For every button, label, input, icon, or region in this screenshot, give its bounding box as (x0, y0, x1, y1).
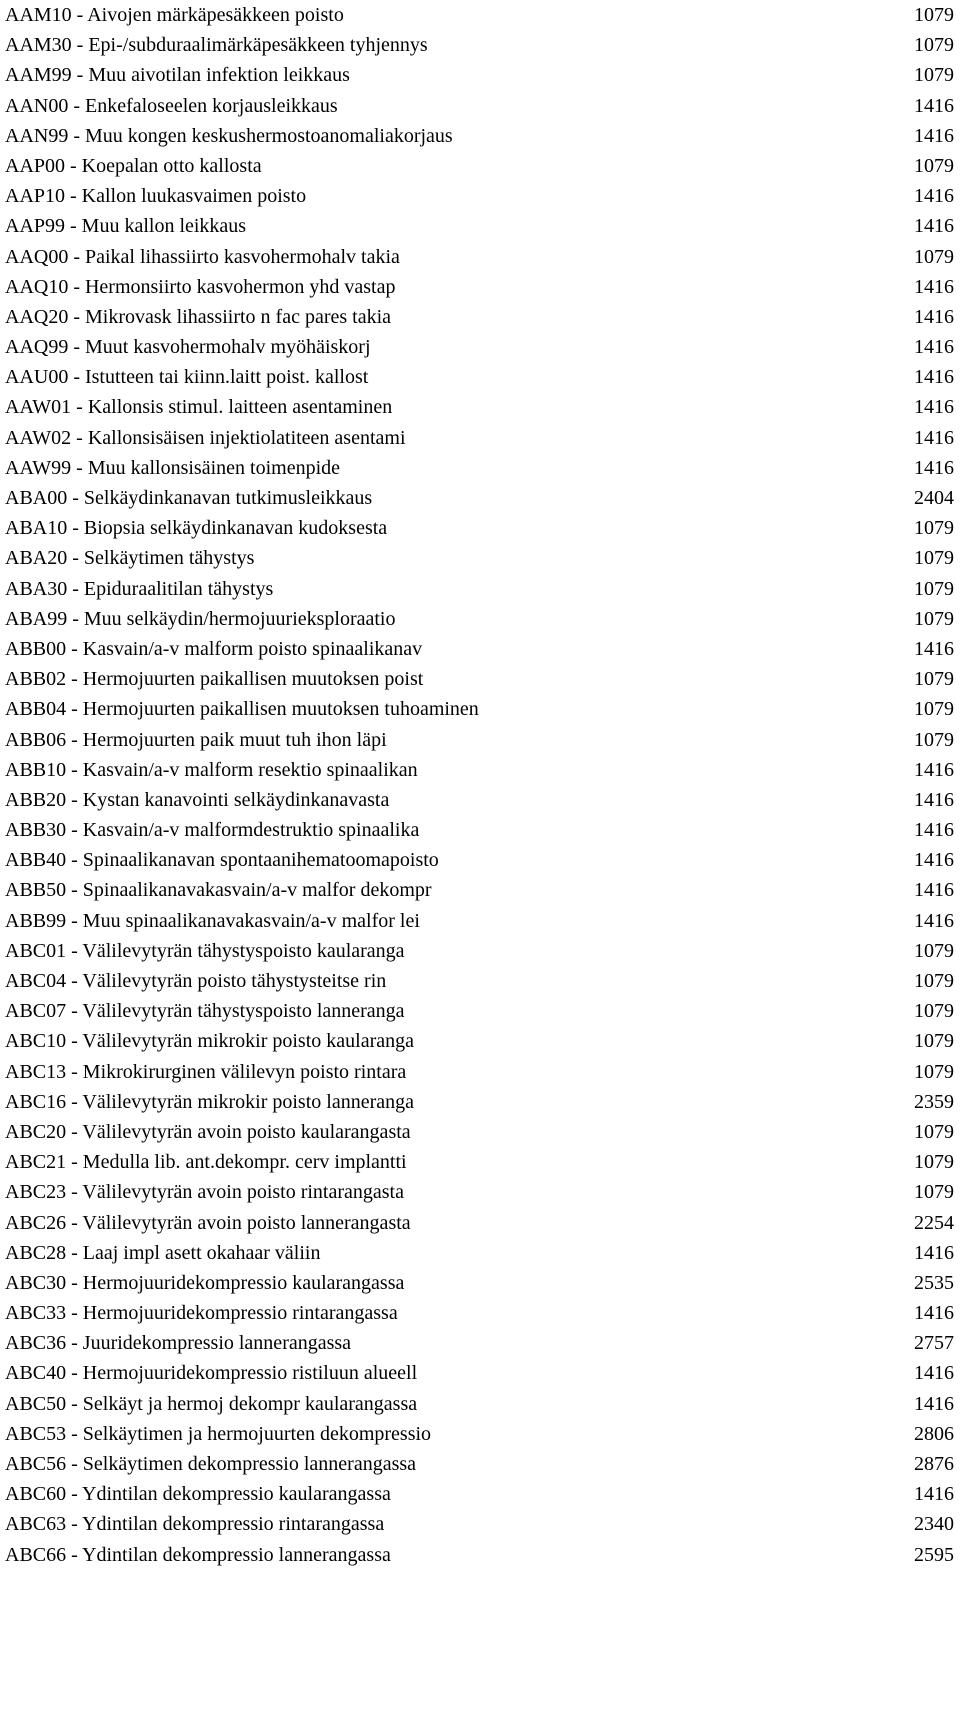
procedure-value: 1079 (914, 245, 954, 268)
list-item (0, 694, 960, 724)
list-item (0, 362, 960, 392)
procedure-description: AAM10 - Aivojen märkäpesäkkeen poisto (5, 4, 344, 26)
list-item (0, 574, 960, 604)
procedure-description: ABB02 - Hermojuurten paikallisen muutoksen poist (5, 668, 424, 691)
list-item (0, 785, 960, 815)
list-item (0, 906, 960, 936)
procedure-description: ABC63 - Ydintilan dekompressio rintarangassa (5, 1513, 385, 1536)
list-item (0, 423, 960, 453)
procedure-value: 1416 (914, 94, 954, 117)
procedure-value: 1079 (914, 728, 954, 751)
procedure-description: AAP99 - Muu kallon leikkaus (5, 215, 247, 238)
procedure-value: 1079 (914, 517, 954, 540)
procedure-value: 1079 (914, 1151, 954, 1174)
procedure-description: AAU00 - Istutteen tai kiinn.laitt poist. kallost (5, 366, 369, 389)
list-item (0, 91, 960, 121)
procedure-description: ABC30 - Hermojuuridekompressio kaularangassa (5, 1271, 405, 1294)
procedure-description: ABA30 - Epiduraalitilan tähystys (5, 577, 274, 600)
procedure-description: AAW01 - Kallonsis stimul. laitteen asentaminen (5, 396, 393, 419)
list-item (0, 1328, 960, 1358)
procedure-value: 1079 (914, 547, 954, 570)
list-item (0, 755, 960, 785)
procedure-description: ABB30 - Kasvain/a-v malformdestruktio spinaalika (5, 819, 420, 842)
list-item (0, 1057, 960, 1087)
procedure-value: 1416 (914, 1392, 954, 1415)
procedure-description: ABB00 - Kasvain/a-v malform poisto spinaalikanav (5, 637, 423, 660)
procedure-value: 1079 (914, 698, 954, 721)
list-item (0, 1419, 960, 1449)
list-item (0, 1449, 960, 1479)
procedure-value: 1416 (914, 366, 954, 389)
procedure-description: AAP00 - Koepalan otto kallosta (5, 154, 262, 177)
procedure-value: 1416 (914, 215, 954, 238)
procedure-value: 1079 (914, 34, 954, 57)
procedure-value: 1416 (914, 185, 954, 208)
list-item (0, 60, 960, 90)
procedure-value: 1416 (914, 124, 954, 147)
procedure-value: 2595 (914, 1543, 954, 1566)
procedure-value: 1079 (914, 939, 954, 962)
procedure-value: 2254 (914, 1211, 954, 1234)
list-item (0, 604, 960, 634)
procedure-value: 1079 (914, 1030, 954, 1053)
list-item (0, 725, 960, 755)
list-item (0, 1358, 960, 1388)
list-item (0, 1389, 960, 1419)
list-item (0, 634, 960, 664)
procedure-value: 1079 (914, 607, 954, 630)
list-item (0, 453, 960, 483)
list-item (0, 151, 960, 181)
procedure-value: 1416 (914, 396, 954, 419)
procedure-description: ABA00 - Selkäydinkanavan tutkimusleikkaus (5, 487, 373, 509)
procedure-value: 1416 (914, 637, 954, 660)
procedure-value: 1079 (914, 64, 954, 87)
list-item (0, 513, 960, 543)
procedure-value: 1416 (914, 1302, 954, 1325)
procedure-value: 1416 (914, 1241, 954, 1264)
procedure-description: ABA20 - Selkäytimen tähystys (5, 547, 255, 570)
procedure-value: 1416 (914, 758, 954, 781)
procedure-value: 1416 (914, 819, 954, 842)
list-item (0, 1540, 960, 1570)
procedure-description: AAN99 - Muu kongen keskushermostoanomaliakorjaus (5, 124, 453, 147)
procedure-value: 2404 (914, 487, 954, 509)
procedure-description: ABC16 - Välilevytyrän mikrokir poisto lanneranga (5, 1090, 414, 1113)
procedure-value: 1416 (914, 336, 954, 359)
procedure-description: ABC53 - Selkäytimen ja hermojuurten dekompressio (5, 1422, 432, 1445)
procedure-value: 2806 (914, 1422, 954, 1445)
list-item (0, 1177, 960, 1207)
procedure-description: AAQ10 - Hermonsiirto kasvohermon yhd vastap (5, 275, 396, 298)
procedure-description: AAM99 - Muu aivotilan infektion leikkaus (5, 64, 350, 87)
list-item (0, 1509, 960, 1539)
procedure-description: ABB04 - Hermojuurten paikallisen muutoksen tuhoaminen (5, 698, 479, 721)
procedure-value: 1416 (914, 305, 954, 328)
procedure-description: AAW99 - Muu kallonsisäinen toimenpide (5, 456, 341, 479)
procedure-value: 1079 (914, 1060, 954, 1083)
procedure-description: AAM30 - Epi-/subduraalimärkäpesäkkeen tyhjennys (5, 34, 428, 57)
list-item (0, 272, 960, 302)
procedure-value: 2340 (914, 1513, 954, 1536)
procedure-description: AAN00 - Enkefaloseelen korjausleikkaus (5, 94, 338, 117)
procedure-value: 2876 (914, 1453, 954, 1475)
procedure-description: ABC04 - Välilevytyrän poisto tähystysteitse rin (5, 970, 387, 992)
procedure-value: 1079 (914, 154, 954, 177)
procedure-value: 1079 (914, 4, 954, 26)
procedure-value: 2757 (914, 1332, 954, 1355)
procedure-description: ABC28 - Laaj impl asett okahaar väliin (5, 1241, 321, 1264)
procedure-description: ABC21 - Medulla lib. ant.dekompr. cerv implantti (5, 1151, 407, 1174)
list-item (0, 543, 960, 573)
procedure-description: ABB10 - Kasvain/a-v malform resektio spinaalikan (5, 758, 418, 781)
list-item (0, 936, 960, 966)
list-item (0, 1026, 960, 1056)
procedure-description: ABB20 - Kystan kanavointi selkäydinkanavasta (5, 788, 390, 811)
list-item (0, 1479, 960, 1509)
procedure-description: AAW02 - Kallonsisäisen injektiolatiteen asentami (5, 426, 406, 449)
procedure-value: 1079 (914, 970, 954, 992)
list-item (0, 392, 960, 422)
list-item (0, 181, 960, 211)
list-item (0, 1147, 960, 1177)
procedure-description: AAQ99 - Muut kasvohermohalv myöhäiskorj (5, 336, 371, 359)
list-item (0, 483, 960, 513)
list-item (0, 996, 960, 1026)
list-item (0, 242, 960, 272)
list-item (0, 211, 960, 241)
list-item (0, 815, 960, 845)
procedure-value: 1416 (914, 788, 954, 811)
list-item (0, 0, 960, 30)
procedure-value: 1079 (914, 1120, 954, 1143)
list-item (0, 1117, 960, 1147)
procedure-description: ABC40 - Hermojuuridekompressio ristiluun alueell (5, 1362, 418, 1385)
procedure-description: ABB99 - Muu spinaalikanavakasvain/a-v malfor lei (5, 909, 420, 932)
procedure-description: ABC23 - Välilevytyrän avoin poisto rintarangasta (5, 1181, 404, 1204)
list-item (0, 30, 960, 60)
procedure-value: 1416 (914, 849, 954, 872)
procedure-description: AAQ20 - Mikrovask lihassiirto n fac pares takia (5, 305, 392, 328)
list-item (0, 121, 960, 151)
procedure-description: ABC10 - Välilevytyrän mikrokir poisto kaularanga (5, 1030, 414, 1053)
list-item (0, 332, 960, 362)
procedure-value: 1416 (914, 909, 954, 932)
procedure-description: ABC56 - Selkäytimen dekompressio lannerangassa (5, 1453, 417, 1475)
procedure-description: ABC66 - Ydintilan dekompressio lannerangassa (5, 1543, 391, 1566)
procedure-value: 2535 (914, 1271, 954, 1294)
procedure-description: ABC36 - Juuridekompressio lannerangassa (5, 1332, 352, 1355)
procedure-description: ABC20 - Välilevytyrän avoin poisto kaularangasta (5, 1120, 411, 1143)
procedure-description: ABC07 - Välilevytyrän tähystyspoisto lanneranga (5, 1000, 405, 1023)
list-item (0, 1087, 960, 1117)
procedure-description: ABC26 - Välilevytyrän avoin poisto lannerangasta (5, 1211, 411, 1234)
list-item (0, 664, 960, 694)
list-item (0, 845, 960, 875)
procedure-value: 1416 (914, 275, 954, 298)
procedure-description: ABC50 - Selkäyt ja hermoj dekompr kaularangassa (5, 1392, 418, 1415)
list-item (0, 966, 960, 996)
procedure-description: ABC01 - Välilevytyrän tähystyspoisto kaularanga (5, 939, 405, 962)
procedure-description: ABB40 - Spinaalikanavan spontaanihematoomapoisto (5, 849, 439, 872)
procedure-value: 1079 (914, 1000, 954, 1023)
procedure-description: ABC60 - Ydintilan dekompressio kaularangassa (5, 1483, 391, 1506)
procedure-description: ABC13 - Mikrokirurginen välilevyn poisto rintara (5, 1060, 407, 1083)
list-item (0, 1208, 960, 1238)
procedure-value: 2359 (914, 1090, 954, 1113)
procedure-description: AAQ00 - Paikal lihassiirto kasvohermohalv takia (5, 245, 400, 268)
procedure-value: 1416 (914, 456, 954, 479)
list-item (0, 875, 960, 905)
procedure-value: 1416 (914, 426, 954, 449)
procedure-value: 1079 (914, 577, 954, 600)
procedure-value: 1079 (914, 1181, 954, 1204)
procedure-description: ABB06 - Hermojuurten paik muut tuh ihon läpi (5, 728, 387, 751)
procedure-value: 1079 (914, 668, 954, 691)
procedure-value: 1416 (914, 1483, 954, 1506)
list-item (0, 1238, 960, 1268)
procedure-description: AAP10 - Kallon luukasvaimen poisto (5, 185, 307, 208)
procedure-description: ABA10 - Biopsia selkäydinkanavan kudoksesta (5, 517, 388, 540)
procedure-description: ABA99 - Muu selkäydin/hermojuurieksploraatio (5, 607, 396, 630)
procedure-description: ABC33 - Hermojuuridekompressio rintarangassa (5, 1302, 398, 1325)
list-item (0, 302, 960, 332)
procedure-value: 1416 (914, 879, 954, 902)
procedure-value: 1416 (914, 1362, 954, 1385)
list-item (0, 1298, 960, 1328)
procedure-description: ABB50 - Spinaalikanavakasvain/a-v malfor dekompr (5, 879, 432, 902)
list-item (0, 1268, 960, 1298)
